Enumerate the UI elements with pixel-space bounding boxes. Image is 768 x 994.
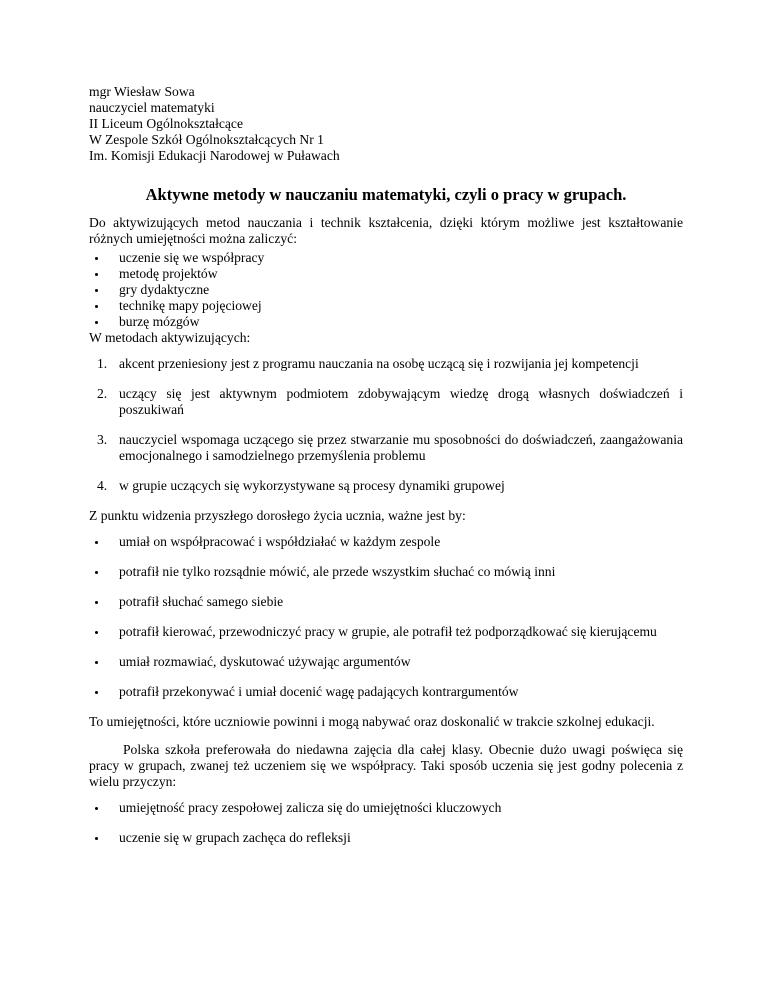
- list-item-text: nauczyciel wspomaga uczącego się przez stwarzanie mu sposobności do doświadczeń, zaangażowania emocjonalnego i samodzielnego przemyślenia problemu: [119, 432, 683, 463]
- author-school: II Liceum Ogólnokształcące: [89, 116, 243, 131]
- author-school-complex: W Zespole Szkół Ogólnokształcących Nr 1: [89, 132, 324, 147]
- list-item: [89, 432, 683, 464]
- intro-paragraph: Do aktywizujących metod nauczania i technik kształcenia, dzięki którym możliwe jest kształtowanie różnych umiejętności można zaliczyć:: [89, 215, 683, 246]
- list-item-text: w grupie uczących się wykorzystywane są procesy dynamiki grupowej: [119, 478, 505, 493]
- list-item: potrafił nie tylko rozsądnie mówić, ale przede wszystkim słuchać co mówią inni: [89, 564, 683, 580]
- list-item: potrafił słuchać samego siebie: [89, 594, 683, 610]
- list-number: 1.: [97, 356, 108, 371]
- list-item: technikę mapy pojęciowej: [89, 298, 683, 314]
- list-item: umiejętność pracy zespołowej zalicza się do umiejętności kluczowych: [89, 800, 683, 816]
- author-block: [89, 84, 683, 164]
- list-number: 3.: [97, 432, 108, 447]
- list-item: umiał on współpracować i współdziałać w każdym zespole: [89, 534, 683, 550]
- list-item-text: uczący się jest aktywnym podmiotem zdobywającym wiedzę drogą własnych doświadczeń i poszukiwań: [119, 386, 683, 417]
- list-item: [89, 356, 683, 372]
- list-item: [89, 478, 683, 494]
- list-item: potrafił przekonywać i umiał docenić wagę padających kontrargumentów: [89, 684, 683, 700]
- list-item: uczenie się we współpracy: [89, 250, 683, 266]
- author-school-patron: Im. Komisji Edukacji Narodowej w Puławach: [89, 148, 340, 163]
- list-item: uczenie się w grupach zachęca do refleksji: [89, 830, 683, 846]
- list-item: umiał rozmawiać, dyskutować używając argumentów: [89, 654, 683, 670]
- spacer: [89, 730, 683, 742]
- list-number: 2.: [97, 386, 108, 401]
- author-role: nauczyciel matematyki: [89, 100, 215, 115]
- activating-heading: W metodach aktywizujących:: [89, 330, 251, 345]
- future-heading: Z punktu widzenia przyszłego dorosłego życia ucznia, ważne jest by:: [89, 508, 466, 523]
- list-item: metodę projektów: [89, 266, 683, 282]
- list-item: potrafił kierować, przewodniczyć pracy w grupie, ale potrafił też podporządkować się kierującemu: [89, 624, 683, 640]
- list-number: 4.: [97, 478, 108, 493]
- reasons-list: [89, 800, 683, 846]
- list-item: gry dydaktyczne: [89, 282, 683, 298]
- list-item-text: akcent przeniesiony jest z programu nauczania na osobę uczącą się i rozwijania jej kompetencji: [119, 356, 639, 371]
- list-item: burzę mózgów: [89, 314, 683, 330]
- skills-paragraph: To umiejętności, które uczniowie powinni i mogą nabywać oraz doskonalić w trakcie szkolnej edukacji.: [89, 714, 655, 729]
- polish-school-paragraph: Polska szkoła preferowała do niedawna zajęcia dla całej klasy. Obecnie dużo uwagi poświęca się pracy w grupach, zwanej też uczeniem się we współpracy. Taki sposób uczenia się jest godny polecenia z wielu przyczyn:: [89, 742, 683, 789]
- author-name: mgr Wiesław Sowa: [89, 84, 195, 99]
- activating-list: [89, 356, 683, 494]
- document-title: Aktywne metody w nauczaniu matematyki, czyli o pracy w grupach.: [145, 185, 627, 204]
- list-item: [89, 386, 683, 418]
- document-page: [89, 84, 683, 860]
- future-list: [89, 534, 683, 700]
- methods-list: [89, 250, 683, 330]
